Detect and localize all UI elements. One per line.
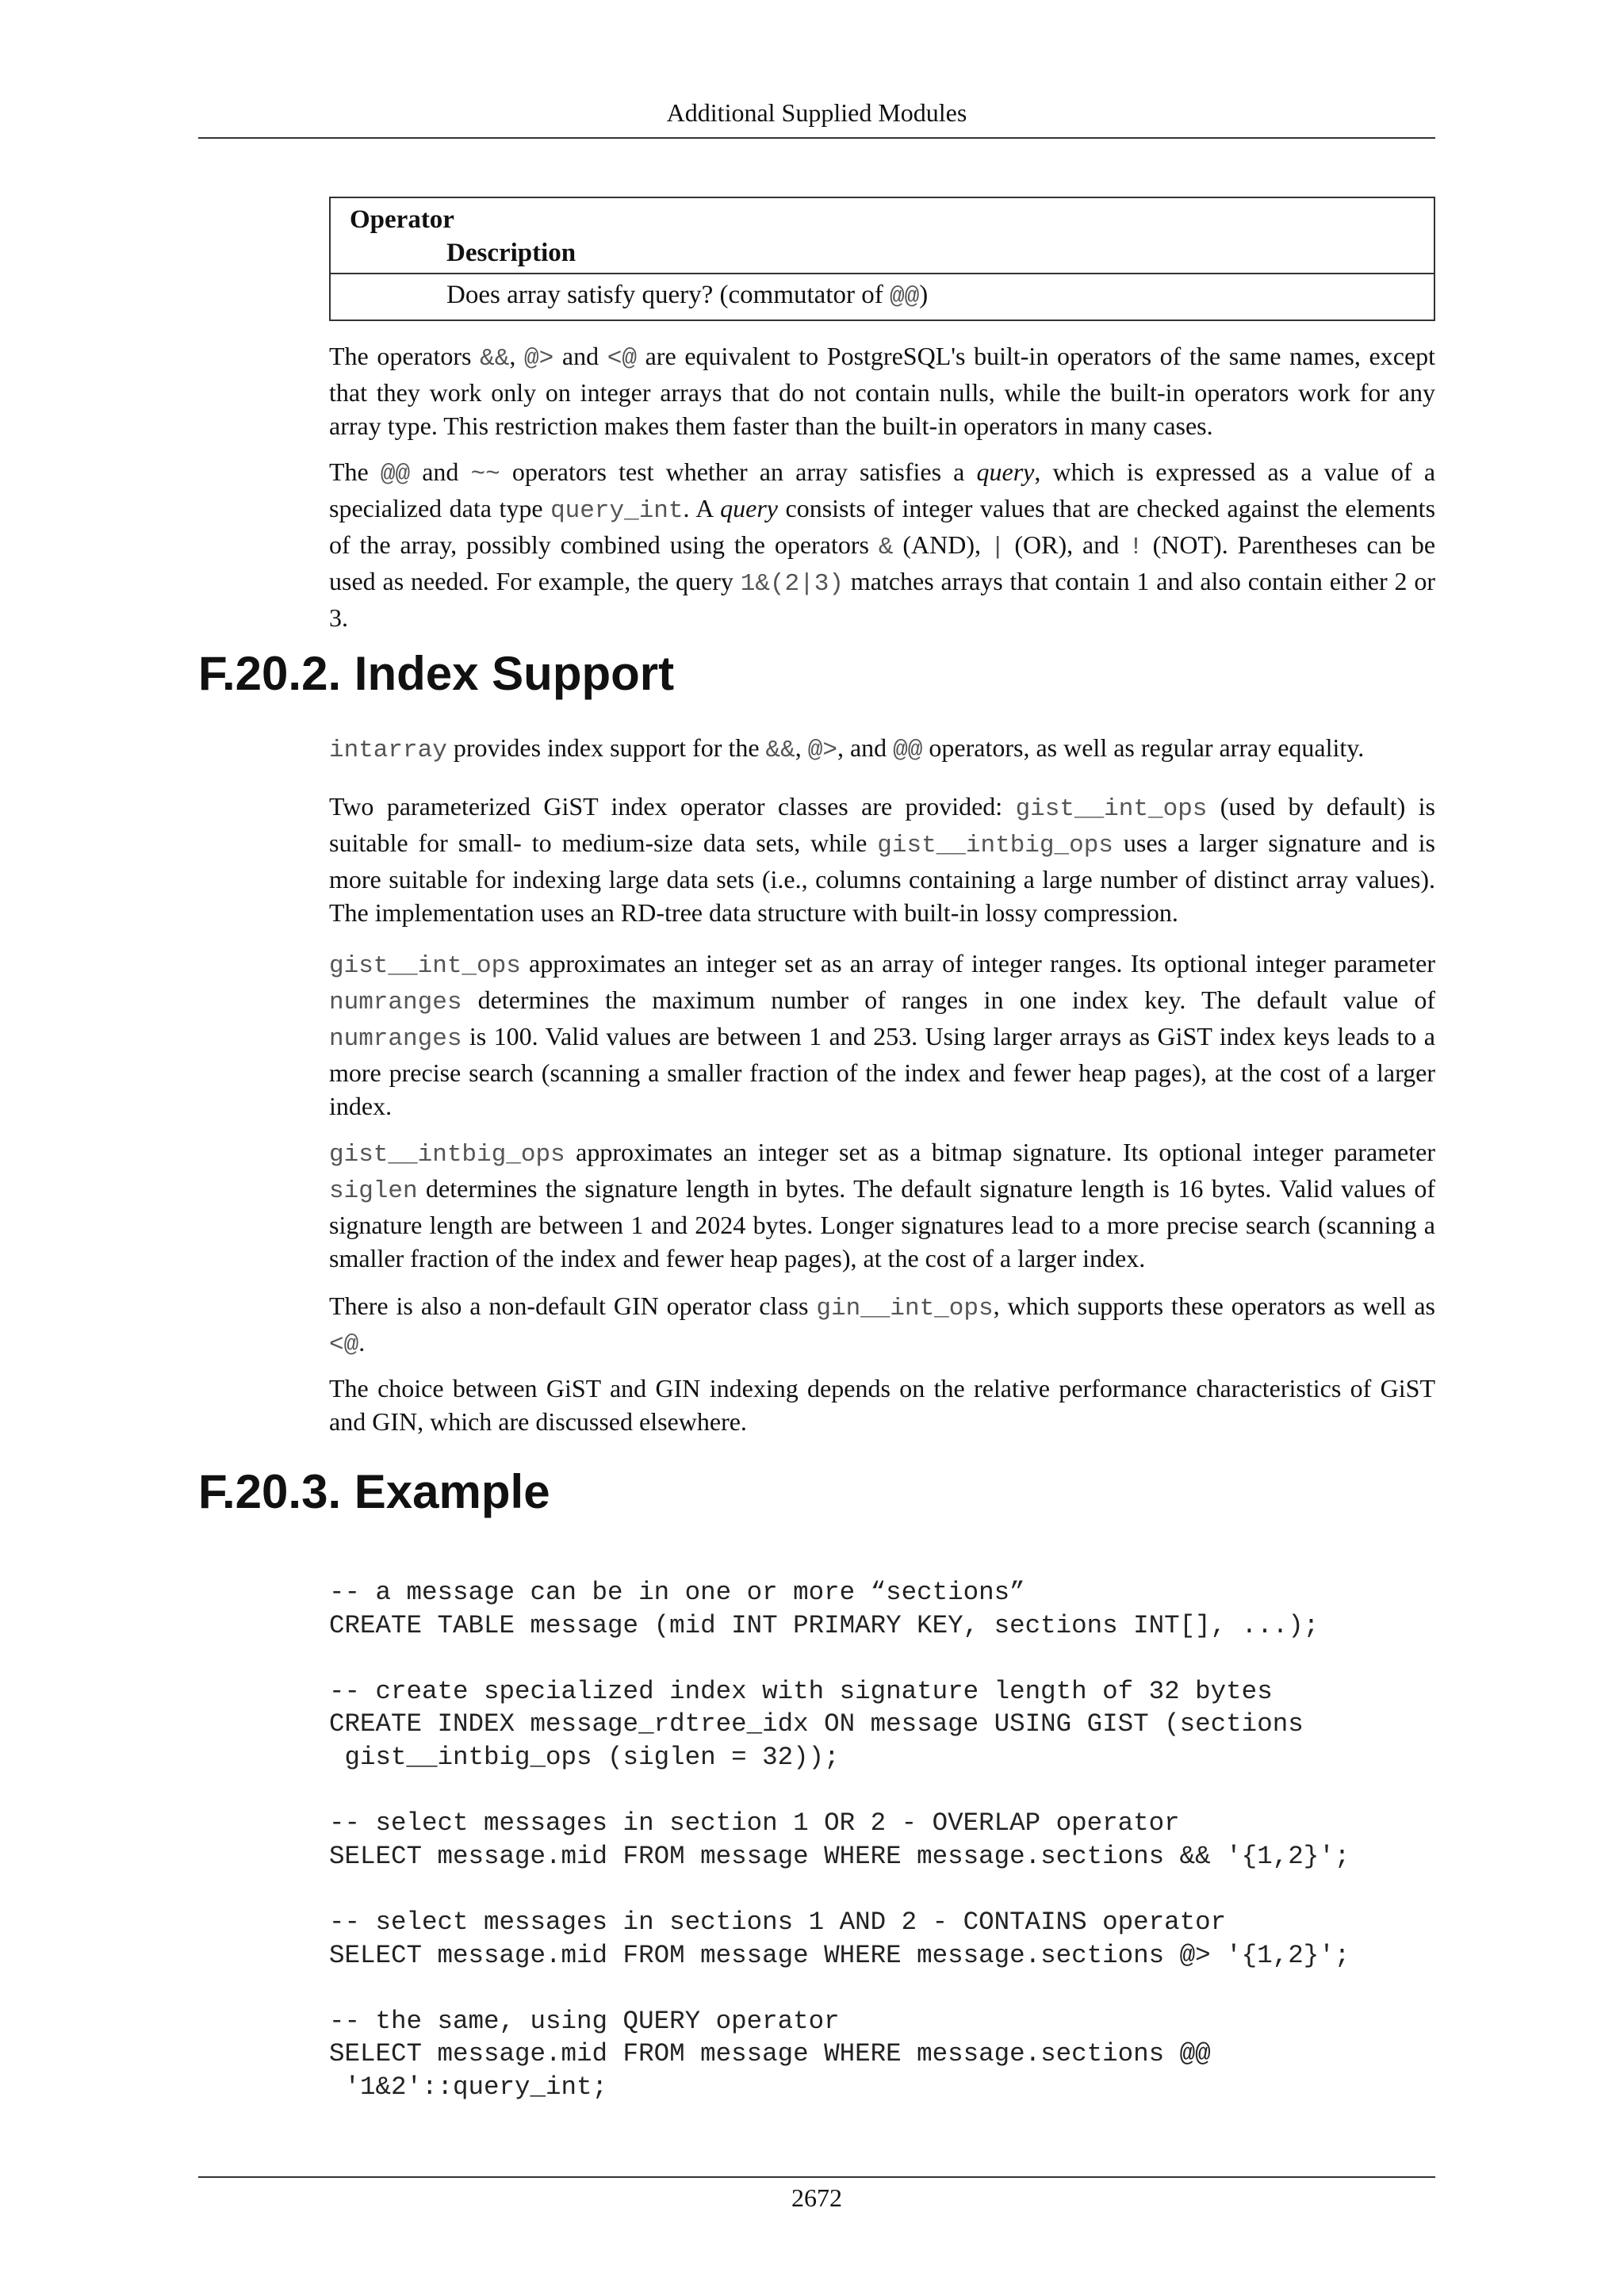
inline-code: @@	[380, 461, 411, 488]
operator-table-header	[331, 198, 1434, 274]
section-heading-index-support: F.20.2. Index Support	[198, 647, 675, 700]
inline-code: @@	[893, 737, 923, 764]
description-column-heading: Description	[446, 239, 576, 267]
inline-code: ~~	[470, 461, 500, 488]
paragraph-operators-equivalence: The operators &&, @> and <@ are equivalent to PostgreSQL's built-in operators of the same names, except that they work only on integer arrays that do not contain nulls, while the built-in operators work for any array type. This restriction makes them faster than the built-in operators in many cases.	[329, 342, 1436, 440]
inline-code: |	[990, 534, 1005, 561]
inline-code: numranges	[329, 989, 462, 1016]
paragraph-gin-operator-class: There is also a non-default GIN operator class gin__int_ops, which supports these operators as well as <@.	[329, 1292, 1436, 1359]
inline-code: &	[878, 534, 894, 561]
inline-code: siglen	[329, 1177, 418, 1205]
footer-rule	[198, 2176, 1435, 2178]
operator-column-heading: Operator	[350, 205, 454, 234]
paragraph-gist-intbig-ops: gist__intbig_ops approximates an integer set as a bitmap signature. Its optional integer parameter siglen determines the signature length in bytes. The default signature length is 16 bytes. Valid values of signature length are between 1 and 2024 bytes. Longer signatures lead to a more precise search (scanning a smaller fraction of the index and fewer heap pages), at the cost of a larger index.	[329, 1138, 1435, 1272]
row-operator-code: @@	[889, 283, 920, 311]
inline-code: <@	[329, 1331, 359, 1359]
paragraph-gist-int-ops: gist__int_ops approximates an integer set as an array of integer ranges. Its optional integer parameter numranges determines the maximum number of ranges in one index key. The default value of numranges is 100. Valid values are between 1 and 253. Using larger arrays as GiST index keys leads to a more precise search (scanning a smaller fraction of the index and fewer heap pages), at the cost of a larger index.	[329, 949, 1435, 1120]
section-heading-example: F.20.3. Example	[198, 1465, 550, 1518]
inline-code: &&	[765, 737, 795, 764]
inline-code: !	[1128, 534, 1143, 561]
paragraph-index-support: intarray provides index support for the &&, @>, and @@ operators, as well as regular array equality.	[329, 733, 1365, 764]
header-rule	[198, 137, 1435, 139]
row-description-end: )	[919, 281, 929, 309]
paragraph-query-operators: The @@ and ~~ operators test whether an array satisfies a query, which is expressed as a value of a specialized data type query_int. A query consists of integer values that are checked against the elements of the array, possibly combined using the operators & (AND), | (OR), and ! (NOT). Parentheses can be used as needed. For example, the query 1&(2|3) matches arrays that contain 1 and also contain either 2 or 3.	[329, 457, 1436, 632]
paragraph-gist-classes: Two parameterized GiST index operator classes are provided: gist__int_ops (used by default) is suitable for small- to medium-size data sets, while gist__intbig_ops uses a larger signature and is more suitable for indexing large data sets (i.e., columns containing a large number of distinct array values). The implementation uses an RD-tree data structure with built-in lossy compression.	[329, 792, 1436, 927]
page-header: Additional Supplied Modules	[666, 98, 967, 127]
emphasis: query	[720, 494, 778, 522]
inline-code: @>	[524, 345, 554, 373]
inline-code: gin__int_ops	[816, 1295, 994, 1322]
inline-code: gist__int_ops	[1015, 795, 1208, 823]
paragraph-gist-vs-gin: The choice between GiST and GIN indexing depends on the relative performance characteristics of GiST and GIN, which are discussed elsewhere.	[329, 1374, 1435, 1436]
inline-code: <@	[607, 345, 637, 373]
inline-code: @>	[807, 737, 837, 764]
page-number: 2672	[791, 2183, 842, 2212]
emphasis: query	[976, 457, 1035, 486]
row-description: Does array satisfy query? (commutator of	[446, 281, 890, 309]
inline-code: gist__intbig_ops	[877, 832, 1113, 859]
inline-code: 1&(2|3)	[740, 570, 844, 598]
inline-code: query_int	[550, 497, 684, 525]
operator-table-row	[331, 274, 1434, 320]
inline-code: gist__int_ops	[329, 952, 521, 980]
inline-code: gist__intbig_ops	[329, 1141, 565, 1169]
operator-table	[329, 197, 1435, 321]
inline-code: numranges	[329, 1025, 462, 1053]
example-code-block: -- a message can be in one or more “sections” CREATE TABLE message (mid INT PRIMARY KEY, sections INT[], ...); -- create specialized index with signature length of 32 bytes CREATE INDEX message_rdtree_idx ON message USING GIST (sections gist__intbig_ops (siglen = 32)); -- select messages in section 1 OR 2 - OVERLAP operator SELECT message.mid FROM message WHERE message.sections && '{1,2}'; -- select messages in sections 1 AND 2 - CONTAINS operator SELECT message.mid FROM message WHERE message.sections @> '{1,2}'; -- the same, using QUERY operator SELECT message.mid FROM message WHERE message.sections @@ '1&2'::query_int;	[329, 1578, 1350, 2102]
inline-code: intarray	[329, 737, 447, 764]
inline-code: &&	[480, 345, 510, 373]
